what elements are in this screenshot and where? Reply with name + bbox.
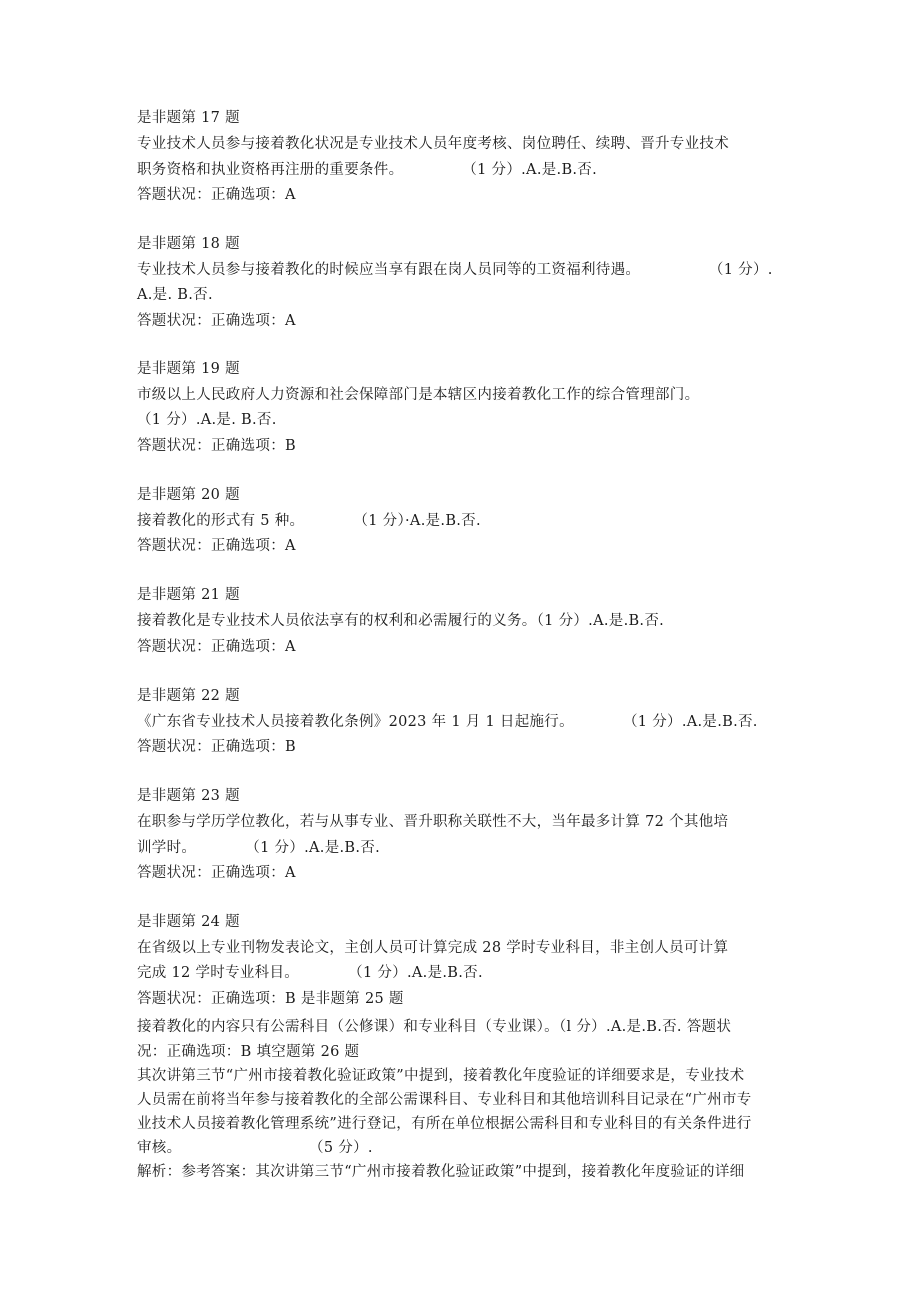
question-text: 业技术人员接着教化管理系统”进行登记，有所在单位根据公需科目和专业科目的有关条件进行 — [137, 1116, 752, 1132]
question-text: 职务资格和执业资格再注册的重要条件。 （1 分）.A.是.B.否. — [137, 162, 598, 178]
question-header: 是非题第 20 题 — [137, 487, 240, 503]
question-text: 在职参与学历学位教化，若与从事专业、晋升职称关联性不大，当年最多计算 72 个其他培 — [137, 814, 729, 830]
question-header: 是非题第 23 题 — [137, 788, 240, 804]
question-text: 《广东省专业技术人员接着教化条例》2023 年 1 月 1 日起施行。 （1 分）.A.是.B.否. — [137, 714, 758, 730]
question-header: 是非题第 18 题 — [137, 236, 240, 252]
answer-status: 答题状况：正确选项：A — [137, 313, 296, 329]
question-text: 人员需在前将当年参与接着教化的全部公需课科目、专业科目和其他培训科目记录在“广州市专 — [137, 1092, 752, 1108]
question-text: 其次讲第三节“广州市接着教化验证政策”中提到，接着教化年度验证的详细要求是，专业技术 — [137, 1068, 745, 1084]
question-header: 是非题第 24 题 — [137, 914, 240, 930]
question-text: （1 分）.A.是. B.否. — [137, 412, 277, 428]
answer-status: 答题状况：正确选项：B 是非题第 25 题 — [137, 991, 404, 1007]
answer-status: 答题状况：正确选项：A — [137, 865, 296, 881]
question-text: 完成 12 学时专业科目。 （1 分）.A.是.B.否. — [137, 965, 483, 981]
question-text: 在省级以上专业刊物发表论文，主创人员可计算完成 28 学时专业科目，非主创人员可计算 — [137, 940, 729, 956]
analysis-text: 解析：参考答案：其次讲第三节“广州市接着教化验证政策”中提到，接着教化年度验证的详细 — [137, 1164, 745, 1180]
question-text: 市级以上人民政府人力资源和社会保障部门是本辖区内接着教化工作的综合管理部门。 — [137, 387, 700, 403]
question-text: 接着教化是专业技术人员依法享有的权利和必需履行的义务。（1 分）.A.是.B.否. — [137, 613, 665, 629]
question-text: 审核。 （5 分）. — [137, 1140, 373, 1156]
question-header: 是非题第 19 题 — [137, 361, 240, 377]
question-text: 训学时。 （1 分）.A.是.B.否. — [137, 840, 380, 856]
answer-status: 答题状况：正确选项：A — [137, 187, 296, 203]
question-text: 接着教化的内容只有公需科目（公修课）和专业科目（专业课）。（l 分）.A.是.B.否. 答题状 — [137, 1019, 732, 1035]
answer-status: 答题状况：正确选项：B — [137, 739, 296, 755]
question-header: 是非题第 17 题 — [137, 110, 240, 126]
question-text: 接着教化的形式有 5 种。 （1 分）·A.是.B.否. — [137, 513, 481, 529]
question-text: 专业技术人员参与接着教化状况是专业技术人员年度考核、岗位聘任、续聘、晋升专业技术 — [137, 136, 729, 152]
question-text: 专业技术人员参与接着教化的时候应当享有跟在岗人员同等的工资福利待遇。 （1 分）. — [137, 262, 773, 278]
question-header: 是非题第 21 题 — [137, 587, 240, 603]
question-text: A.是. B.否. — [137, 287, 213, 303]
answer-status: 答题状况：正确选项：B — [137, 438, 296, 454]
question-header: 是非题第 22 题 — [137, 688, 240, 704]
answer-status: 答题状况：正确选项：A — [137, 538, 296, 554]
question-text: 况：正确选项：B 填空题第 26 题 — [137, 1044, 360, 1060]
answer-status: 答题状况：正确选项：A — [137, 639, 296, 655]
